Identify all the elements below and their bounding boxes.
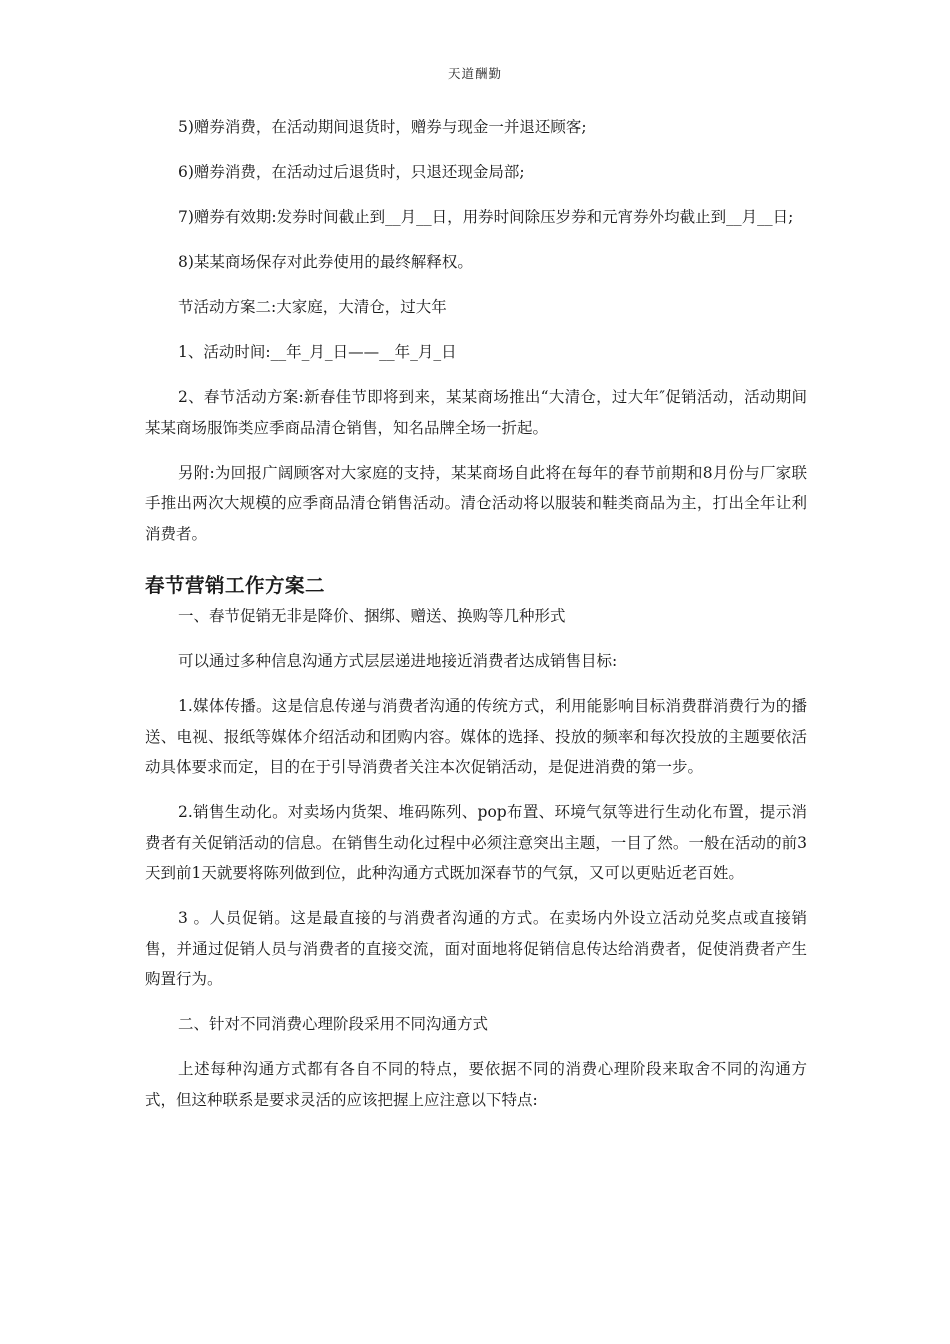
paragraph: 2、春节活动方案:新春佳节即将到来，某某商场推出“大清仓，过大年″促销活动，活动期间某某商场服饰类应季商品清仓销售，知名品牌全场一折起。 xyxy=(145,388,807,437)
paragraph: 节活动方案二:大家庭，大清仓，过大年 xyxy=(178,298,447,316)
paragraph: 二、针对不同消费心理阶段采用不同沟通方式 xyxy=(178,1015,489,1033)
paragraph: 7)赠券有效期:发券时间截止到__月__日，用券时间除压岁券和元宵券外均截止到__月__日; xyxy=(178,208,794,226)
paragraph: 3 。人员促销。这是最直接的与消费者沟通的方式。在卖场内外设立活动兑奖点或直接销售，并通过促销人员与消费者的直接交流，面对面地将促销信息传达给消费者，促使消费者产生购置行为。 xyxy=(145,909,807,988)
paragraph: 一、春节促销无非是降价、捆绑、赠送、换购等几种形式 xyxy=(178,607,566,625)
paragraph: 6)赠券消费，在活动过后退货时，只退还现金局部; xyxy=(178,163,525,181)
paragraph: 5)赠券消费，在活动期间退货时，赠券与现金一并退还顾客; xyxy=(178,118,587,136)
paragraph: 1.媒体传播。这是信息传递与消费者沟通的传统方式，利用能影响目标消费群消费行为的播送、电视、报纸等媒体介绍活动和团购内容。媒体的选择、投放的频率和每次投放的主题要依活动具体要求而定，目的在于引导消费者关注本次促销活动，是促进消费的第一步。 xyxy=(145,697,807,776)
paragraph: 另附:为回报广阔顾客对大家庭的支持，某某商场自此将在每年的春节前期和8月份与厂家联手推出两次大规模的应季商品清仓销售活动。清仓活动将以服装和鞋类商品为主，打出全年让利消费者。 xyxy=(145,463,807,543)
document-body xyxy=(145,112,807,1115)
paragraph: 上述每种沟通方式都有各自不同的特点，要依据不同的消费心理阶段来取舍不同的沟通方式，但这种联系是要求灵活的应该把握上应注意以下特点: xyxy=(145,1060,807,1109)
paragraph: 2.销售生动化。对卖场内货架、堆码陈列、pop布置、环境气氛等进行生动化布置，提示消费者有关促销活动的信息。在销售生动化过程中必须注意突出主题，一目了然。一般在活动的前3天到前1天就要将陈列做到位，此种沟通方式既加深春节的气氛，又可以更贴近老百姓。 xyxy=(145,803,807,882)
page-header: 天道酬勤 xyxy=(447,66,502,81)
paragraph: 8)某某商场保存对此券使用的最终解释权。 xyxy=(178,253,473,271)
paragraph: 可以通过多种信息沟通方式层层递进地接近消费者达成销售目标: xyxy=(178,652,618,670)
paragraph: 1、活动时间:__年_月_日——__年_月_日 xyxy=(178,343,457,361)
section-heading: 春节营销工作方案二 xyxy=(145,574,326,597)
